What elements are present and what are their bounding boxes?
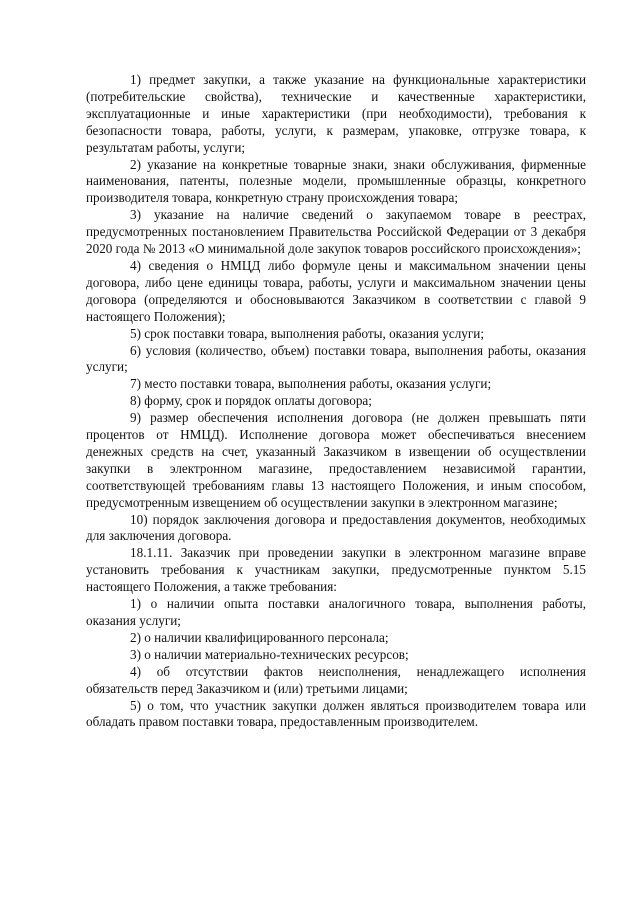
paragraph-item-8: 8) форму, срок и порядок оплаты договора; [130,393,372,409]
paragraph-item-2: 2) указание на конкретные товарные знаки, знаки обслуживания, фирменные наименования, патенты, полезные модели, промышленные образцы, конкретного производителя товара, конкретную страну происхождения товара; [86,156,586,206]
document-page [86,72,586,731]
paragraph-item-1: 1) предмет закупки, а также указание на функциональные характеристики (потребительские свойства), технические и качественные характеристики, эксплуатационные и иные характеристики (при необходимости), требования к безопасности товара, работы, услуги, к размерам, упаковке, отгрузке товара, к результатам работы, услуги; [86,72,586,155]
paragraph-item-9: 9) размер обеспечения исполнения договора (не должен превышать пяти процентов от НМЦД). Исполнение договора может обеспечиваться внесением денежных средств на счет, указанный Заказчиком в извещении об осуществлении закупки в электронном магазине, предоставлением независимой гарантии, соответствующей требованиям главы 13 настоящего Положения, и иным способом, предусмотренным извещением об осуществлении закупки в электронном магазине; [86,410,586,510]
requirement-item-3: 3) о наличии материально-технических ресурсов; [130,646,409,662]
paragraph-item-4: 4) сведения о НМЦД либо формуле цены и максимальном значении цены договора, либо цене единицы товара, работы, услуги и максимальном значении цены договора (определяются и обосновываются Заказчиком в соответствии с главой 9 настоящего Положения); [86,257,586,324]
paragraph-item-10: 10) порядок заключения договора и предоставления документов, необходимых для заключения договора. [86,511,586,544]
section-18-1-11-intro: 18.1.11. Заказчик при проведении закупки в электронном магазине вправе установить требования к участникам закупки, предусмотренные пунктом 5.15 настоящего Положения, а также требования: [86,545,586,595]
paragraph-item-3: 3) указание на наличие сведений о закупаемом товаре в реестрах, предусмотренных постановлением Правительства Российской Федерации от 3 декабря 2020 года № 2013 «О минимальной доле закупок товаров российского происхождения»; [86,207,586,257]
requirement-item-4: 4) об отсутствии фактов неисполнения, ненадлежащего исполнения обязательств перед Заказчиком и (или) третьими лицами; [86,663,586,696]
paragraph-item-6: 6) условия (количество, объем) поставки товара, выполнения работы, оказания услуги; [86,342,586,375]
requirement-item-2: 2) о наличии квалифицированного персонала; [130,629,389,645]
requirement-item-5: 5) о том, что участник закупки должен являться производителем товара или обладать правом поставки товара, предоставленным производителем. [86,697,586,730]
paragraph-item-5: 5) срок поставки товара, выполнения работы, оказания услуги; [130,325,485,341]
requirement-item-1: 1) о наличии опыта поставки аналогичного товара, выполнения работы, оказания услуги; [86,596,586,628]
paragraph-item-7: 7) место поставки товара, выполнения работы, оказания услуги; [130,376,492,392]
